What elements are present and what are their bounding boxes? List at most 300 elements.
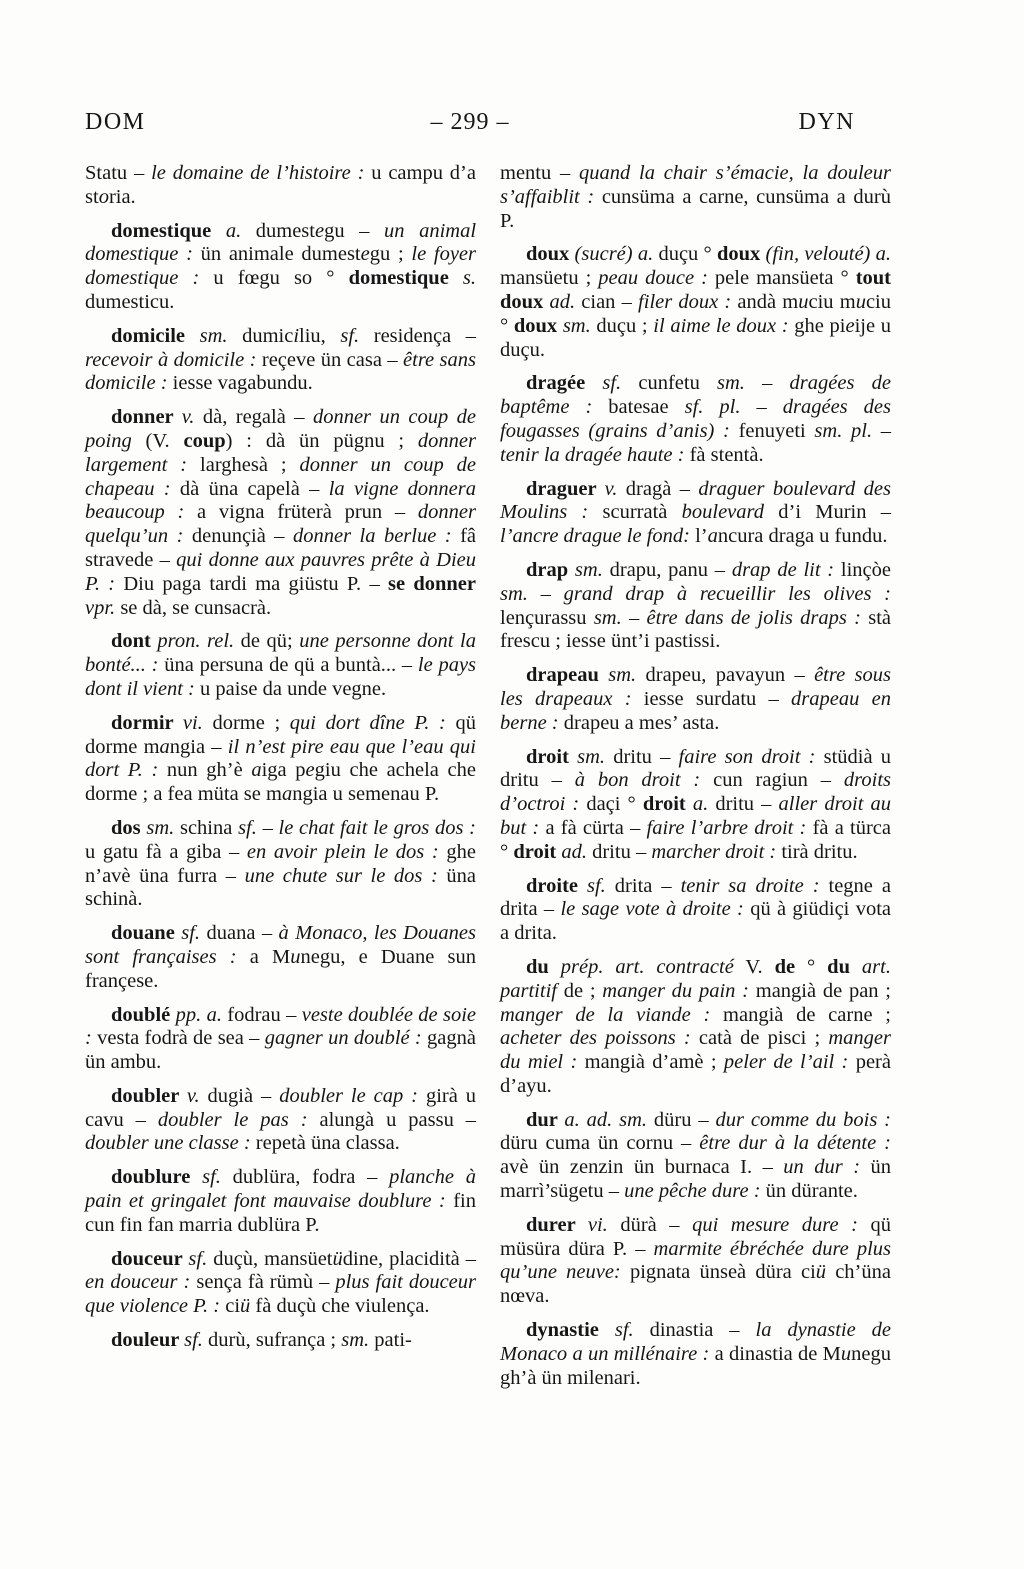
text-run: donner xyxy=(111,406,182,429)
text-run: iesse surdatu – xyxy=(631,687,792,710)
text-run: ije u duçu. xyxy=(500,314,892,361)
text-run: peau douce : xyxy=(598,267,708,290)
text-run: a xyxy=(159,735,170,758)
dictionary-entry xyxy=(500,746,891,865)
text-run: ghe pi xyxy=(788,314,846,337)
text-run: düru – xyxy=(647,1108,716,1131)
text-run: de xyxy=(774,955,796,978)
text-run: l’ancre drague le fond: xyxy=(500,525,690,548)
text-run: qü dorme m xyxy=(85,711,476,758)
text-run: fà a türca ° xyxy=(500,816,891,863)
text-run: u xyxy=(290,945,301,968)
text-run: dragées des fougasses (grains d’anis) : xyxy=(500,396,891,442)
dictionary-entry xyxy=(500,875,891,946)
text-run: pati- xyxy=(369,1329,412,1352)
text-run: plus fait douceur que violence P. : xyxy=(85,1271,477,1318)
text-run: o xyxy=(98,185,109,208)
text-run: drap xyxy=(526,558,575,581)
text-run: ci xyxy=(220,1295,241,1318)
text-run: pignata ünseà düra ci xyxy=(620,1261,816,1284)
dictionary-entry xyxy=(85,162,476,210)
text-run: giu che achela che dorme ; a fea müta se m xyxy=(85,759,476,806)
text-run: dumic xyxy=(227,324,294,347)
text-run: ghe n’avè üna furra – xyxy=(85,840,476,887)
text-run: u fœgu so ° xyxy=(199,267,349,290)
dictionary-entry xyxy=(85,712,476,807)
text-run: dragée xyxy=(526,372,603,395)
text-run: le pays dont il vient : xyxy=(85,654,477,700)
text-run: donner un coup de poing xyxy=(85,406,477,452)
left-column xyxy=(85,162,476,1390)
text-run: u xyxy=(840,1342,852,1365)
text-run: a xyxy=(707,525,718,548)
text-run: e xyxy=(360,243,370,266)
text-run: üna schinà. xyxy=(85,864,477,911)
text-run: ria. xyxy=(108,185,136,208)
text-run: u paise da unde vegne. xyxy=(194,677,387,700)
text-run: dritu – xyxy=(708,793,779,816)
dictionary-entry xyxy=(85,630,476,701)
text-run: negu, e Duane sun françese. xyxy=(85,945,476,992)
text-run: dürà – xyxy=(607,1213,693,1236)
text-run: la dynastie de Monaco a un millénaire : xyxy=(500,1319,891,1365)
text-run: duana – xyxy=(200,922,279,945)
text-run: en douceur : xyxy=(85,1271,191,1294)
text-run: Statu – xyxy=(85,162,152,184)
text-run: qü müsüra düra P. – xyxy=(500,1213,891,1260)
text-run: dragées de baptême : xyxy=(500,372,891,419)
text-run: s. xyxy=(462,267,476,290)
text-run: drita – xyxy=(605,874,681,897)
text-run: mangià de carne ; xyxy=(710,1003,891,1026)
text-run: a. ad. sm. xyxy=(564,1108,648,1131)
text-run: ciu ° xyxy=(500,290,891,337)
text-run: fin cun fin fan marria dublüra P. xyxy=(85,1190,476,1236)
text-run: dos xyxy=(111,816,147,839)
text-run: ü xyxy=(240,1295,251,1318)
text-run: sm. xyxy=(341,1329,370,1352)
text-run: u gatu fà a giba – xyxy=(85,840,247,863)
text-run: ü xyxy=(332,1247,343,1270)
dictionary-entry xyxy=(500,956,891,1099)
text-run: gagner un doublé : xyxy=(264,1027,422,1050)
text-run: sf. xyxy=(184,1329,203,1352)
text-run: art. partitif xyxy=(500,955,891,1002)
running-head-right: DYN xyxy=(798,109,856,135)
dictionary-entry xyxy=(85,1166,476,1237)
text-run: sm. xyxy=(199,324,228,347)
text-run: sf. xyxy=(587,874,606,897)
text-run: sm. xyxy=(577,745,606,768)
text-run: boulevard xyxy=(681,501,764,524)
page-number: – 299 – xyxy=(430,109,510,135)
text-run: le chat fait le gros dos : xyxy=(278,816,477,839)
text-run: coup xyxy=(183,429,226,452)
text-run: il n’est pire eau que l’eau qui dort P. : xyxy=(85,735,476,782)
text-run: être dans de jolis draps : xyxy=(646,606,861,629)
text-run: l’ xyxy=(689,525,708,548)
text-run: dà üna capelà – xyxy=(170,477,329,500)
text-run: doubler le cap : xyxy=(279,1084,419,1107)
text-run: dumest xyxy=(241,219,315,242)
text-run: la vigne donnera beaucoup : xyxy=(85,477,476,524)
text-run: donner un coup de chapeau : xyxy=(85,453,477,500)
text-run: le domaine de l’histoire : xyxy=(151,162,365,184)
text-run: (V. xyxy=(145,429,184,452)
text-run: être sans domicile : xyxy=(85,348,477,395)
text-run: cian – xyxy=(575,290,639,313)
text-run: dublüra, fodra – xyxy=(220,1166,390,1189)
text-run: a xyxy=(251,759,262,782)
text-run: sf. pl. xyxy=(684,396,741,419)
text-run: domestique xyxy=(111,219,226,242)
text-run: qui mesure dure : xyxy=(692,1213,858,1236)
text-run: üna persuna de qü a buntà... – xyxy=(158,654,418,677)
text-run: droit xyxy=(513,840,562,863)
text-run: sf. xyxy=(602,372,622,395)
dictionary-entry xyxy=(85,220,476,315)
text-run: qü à giüdiçi vota a drita. xyxy=(500,898,891,945)
text-run: une chute sur le dos : xyxy=(244,864,438,887)
text-run: donner quelqu’un : xyxy=(85,501,476,548)
dictionary-entry xyxy=(500,372,891,467)
text-run: a dinastia de M xyxy=(709,1342,841,1365)
text-run: scurratà xyxy=(588,501,682,524)
text-run: faire l’arbre droit : xyxy=(646,816,807,839)
text-run: – xyxy=(872,419,892,442)
text-run: sf. xyxy=(188,1247,208,1270)
text-run: batesae xyxy=(592,396,685,419)
text-run: ngia u semenau P. xyxy=(292,783,440,806)
text-run: être sous les drapeaux : xyxy=(500,664,891,710)
text-run: domestique xyxy=(348,267,463,290)
text-run: catà de pisci ; xyxy=(690,1027,829,1050)
text-run: manger du miel : xyxy=(500,1027,891,1074)
text-run: prép. art. contracté xyxy=(560,955,734,978)
text-run: nun gh’è xyxy=(158,759,252,782)
text-run: dynastie xyxy=(526,1319,615,1342)
text-run: residença – xyxy=(359,324,476,347)
text-run: manger du pain : xyxy=(602,979,749,1002)
text-run: daçi ° xyxy=(579,793,643,816)
text-run: drapeau xyxy=(526,664,609,687)
dictionary-entry xyxy=(85,817,476,912)
text-run: gagnà ün ambu. xyxy=(85,1027,476,1074)
text-run: e xyxy=(845,314,855,337)
text-run: sm. xyxy=(717,372,745,395)
text-run: sm. xyxy=(593,606,622,629)
text-run: gu ; xyxy=(369,243,412,266)
text-run: sf. xyxy=(614,1319,634,1342)
text-run: grand drap à recueillir les olives : xyxy=(563,582,891,605)
text-run: e xyxy=(305,759,315,782)
text-run: (fin, velouté) a. xyxy=(765,243,891,266)
text-run: sm. xyxy=(608,664,637,687)
dictionary-entry xyxy=(500,1319,891,1390)
text-run: iga p xyxy=(261,759,306,782)
text-run: dormir xyxy=(111,711,183,734)
text-run: pele mansüeta ° xyxy=(707,267,856,290)
text-run: douleur xyxy=(111,1329,185,1352)
text-run: manger de la viande : xyxy=(500,1003,711,1026)
text-run: le foyer domestique : xyxy=(85,243,476,290)
text-run: dinastia – xyxy=(633,1319,756,1342)
text-run: drapeu, pavayun – xyxy=(636,664,815,687)
text-run: ün marrì’sügetu – xyxy=(500,1156,892,1203)
running-head xyxy=(85,108,891,136)
text-run: sm. xyxy=(500,582,528,605)
text-run: doubler une classe : xyxy=(85,1132,251,1155)
text-run: e xyxy=(314,219,325,242)
text-run: être dur à la détente : xyxy=(699,1132,891,1155)
text-run: cunfetu xyxy=(621,372,718,395)
text-run: linçòe xyxy=(834,558,891,581)
text-run: filer doux : xyxy=(638,290,732,313)
text-run: quand la chair s’émacie, la douleur s’affaiblit : xyxy=(500,162,891,208)
text-run: dont xyxy=(111,630,158,653)
text-run: donner la berlue : xyxy=(293,525,452,548)
text-run: u campu d’a st xyxy=(85,162,476,208)
text-run: dorme ; xyxy=(202,711,290,734)
text-run: – xyxy=(527,582,564,605)
text-run: negu gh’à ün milenari. xyxy=(500,1342,891,1389)
text-run: lençurassu xyxy=(500,606,594,629)
text-run: planche à pain et gringalet font mauvaise doublure : xyxy=(85,1166,476,1213)
text-run: pron. rel. xyxy=(157,630,235,653)
running-head-left: DOM xyxy=(85,109,146,135)
text-run: droits d’octroi : xyxy=(500,769,891,816)
text-run: ü xyxy=(815,1261,827,1284)
text-run: draguer xyxy=(526,477,605,500)
text-run: reçeve ün casa – xyxy=(256,348,404,371)
text-run: ad. xyxy=(549,290,576,313)
text-run: vesta fodrà de sea – xyxy=(91,1027,265,1050)
text-run: a xyxy=(281,783,293,806)
text-run: tout doux xyxy=(500,267,892,313)
dictionary-entry xyxy=(85,1085,476,1156)
text-run: ngia – xyxy=(169,735,228,758)
text-run: à Monaco, les Douanes sont françaises : xyxy=(85,922,476,968)
text-run: douceur xyxy=(111,1247,189,1270)
text-run: – xyxy=(740,396,783,419)
text-run: liu, xyxy=(299,324,341,347)
text-run: doubler xyxy=(111,1084,187,1107)
text-run: stà frescu ; iesse ünt’i pastissi. xyxy=(500,606,891,653)
text-run: ncura draga u fundu. xyxy=(717,525,888,548)
text-run: a vigna früterà prun – xyxy=(184,501,418,524)
text-run: v. xyxy=(181,406,195,429)
text-run: pp. a. xyxy=(175,1003,222,1026)
text-run: cunsüma a carne, cunsüma a durù P. xyxy=(500,185,891,232)
text-run: tenir sa droite : xyxy=(680,874,820,897)
text-run: vi. xyxy=(182,711,203,734)
text-run: doux xyxy=(513,314,563,337)
text-run: peler de l’ail : xyxy=(723,1051,849,1074)
text-run: donner largement : xyxy=(85,429,476,476)
text-run: dritu – xyxy=(586,840,652,863)
text-run: mangià de pan ; xyxy=(748,979,892,1002)
text-run: tirà dritu. xyxy=(776,840,858,863)
text-run: recevoir à domicile : xyxy=(85,348,257,371)
dictionary-entry xyxy=(500,243,891,362)
dictionary-entry xyxy=(85,325,476,396)
dictionary-entry xyxy=(500,478,891,549)
text-run: a. xyxy=(225,219,242,242)
text-run: tenir la dragée haute : xyxy=(500,443,685,466)
text-run: droite xyxy=(526,874,587,897)
dictionary-entry xyxy=(85,1004,476,1075)
text-run: doux xyxy=(526,243,575,266)
text-run: fâ stravede – xyxy=(85,525,476,571)
text-run: mansüetu ; xyxy=(500,267,599,290)
text-run: dragà – xyxy=(617,477,699,500)
dictionary-entry xyxy=(85,922,476,993)
right-column xyxy=(500,162,891,1390)
text-run: une pêche dure : xyxy=(624,1180,761,1203)
text-run: il aime le doux : xyxy=(653,314,789,337)
text-run: alungà u passu – xyxy=(307,1108,477,1131)
text-run: fenuyeti xyxy=(729,419,815,442)
text-run: i xyxy=(293,324,300,347)
text-run: acheter des poissons : xyxy=(500,1027,691,1050)
text-run: drapeau en berne : xyxy=(500,687,891,734)
text-run: dritu – xyxy=(605,745,679,768)
text-run: v. xyxy=(604,477,618,500)
text-run: du xyxy=(827,955,862,978)
text-run: fodrau – xyxy=(221,1003,302,1026)
text-run: duçù, mansüet xyxy=(207,1247,333,1270)
text-run: drap de lit : xyxy=(731,558,835,581)
text-run: doublé xyxy=(111,1003,176,1026)
text-run: qui dort dîne P. : xyxy=(289,711,446,734)
text-run: avè ün zenzin ün burnaca I. – xyxy=(500,1156,784,1179)
text-run: un animal domestique : xyxy=(85,219,477,266)
dictionary-entry xyxy=(500,1109,891,1204)
text-run: ad. xyxy=(561,840,587,863)
text-run: – xyxy=(256,816,279,839)
text-run: marcher droit : xyxy=(651,840,777,863)
text-run: cun ragiun – xyxy=(700,769,844,792)
text-run: un dur : xyxy=(783,1156,861,1179)
text-run: qui donne aux pauvres prête à Dieu P. : xyxy=(85,548,476,595)
text-run: à bon droit : xyxy=(574,769,701,792)
text-run: tegne a drita – xyxy=(500,874,891,921)
dictionary-entry xyxy=(500,559,891,654)
text-run: ün dürante. xyxy=(760,1180,858,1203)
text-run: dine, placidità – xyxy=(342,1247,476,1270)
text-run: sm. xyxy=(562,314,591,337)
text-run: mentu – xyxy=(500,162,580,184)
dictionary-entry xyxy=(85,406,476,620)
text-run: doublure xyxy=(111,1166,203,1189)
text-run: a. xyxy=(692,793,709,816)
text-run: drapu, panu – xyxy=(602,558,732,581)
text-run: ciu m xyxy=(808,290,856,313)
text-run: en avoir plein le dos : xyxy=(246,840,439,863)
text-run: d’i Murin – xyxy=(764,501,891,524)
text-run: douane xyxy=(111,922,182,945)
text-run: du xyxy=(526,955,561,978)
text-run: u xyxy=(798,290,809,313)
dictionary-entry xyxy=(85,1329,476,1353)
text-run: draguer boulevard des Moulins : xyxy=(500,477,891,524)
text-run: le sage vote à droite : xyxy=(560,898,744,921)
dictionary-entry xyxy=(500,664,891,735)
text-run: (sucré) a. xyxy=(574,243,654,266)
text-run: sf. xyxy=(238,816,257,839)
text-run: doux xyxy=(716,243,766,266)
text-run: ch’üna nœva. xyxy=(500,1261,891,1308)
text-run: drapeu a mes’ asta. xyxy=(558,711,720,734)
text-run: aller droit au but : xyxy=(500,793,892,839)
text-run: denunçià – xyxy=(183,525,294,548)
text-run: sf. xyxy=(181,922,201,945)
text-run: ° xyxy=(795,955,828,978)
text-run: sf. xyxy=(202,1166,221,1189)
text-run: durù, sufrança ; xyxy=(202,1329,342,1352)
text-run: – xyxy=(744,372,790,395)
text-run: girà u cavu – xyxy=(85,1084,477,1131)
text-run: perà d’ayu. xyxy=(500,1051,891,1097)
text-run: schina xyxy=(174,816,239,839)
text-run: a M xyxy=(236,945,291,968)
text-run: duçu ° xyxy=(653,243,717,266)
text-run: iesse vagabundu. xyxy=(167,372,313,395)
dictionary-entry xyxy=(500,1214,891,1309)
text-run: marmite ébréchée dure plus qu’une neuve: xyxy=(500,1237,892,1284)
text-run: V. xyxy=(733,955,775,978)
text-columns xyxy=(85,162,891,1390)
text-run: une personne dont la bonté... : xyxy=(85,630,476,677)
text-run: durer xyxy=(526,1213,588,1236)
text-run: doubler le pas : xyxy=(157,1108,308,1131)
text-run: repetà üna classa. xyxy=(250,1132,400,1155)
text-run: fà stentà. xyxy=(684,443,764,466)
text-run: de qü; xyxy=(234,630,300,653)
text-run: andà m xyxy=(731,290,799,313)
text-run: dugià – xyxy=(199,1084,280,1107)
text-run: droit xyxy=(526,745,578,768)
text-run: v. xyxy=(186,1084,200,1107)
text-run: domicile xyxy=(111,324,200,347)
text-run: stüdià u dritu – xyxy=(500,745,892,792)
text-run: duçu ; xyxy=(590,314,654,337)
text-run: sm. xyxy=(146,816,175,839)
text-run: vi. xyxy=(587,1213,608,1236)
text-run: dur comme du bois : xyxy=(715,1108,892,1131)
text-run: de ; xyxy=(556,979,603,1002)
text-run: droit xyxy=(642,793,693,816)
text-run: se dà, se cunsacrà. xyxy=(115,596,272,619)
text-run: se donner xyxy=(387,572,476,595)
text-run: faire son droit : xyxy=(678,745,816,768)
text-run: ) : dà ün pügnu ; xyxy=(225,429,418,452)
text-run: Diu paga tardi ma giüstu P. – xyxy=(115,572,388,595)
text-run: fà duçù che viulença. xyxy=(250,1295,430,1318)
text-run: dumesticu. xyxy=(85,290,175,313)
text-run: sm. pl. xyxy=(814,419,873,442)
text-run: dur xyxy=(526,1108,565,1131)
text-run: sença fà rümù – xyxy=(190,1271,336,1294)
text-run: larghesà ; xyxy=(187,453,300,476)
text-run: dà, regalà – xyxy=(194,406,313,429)
text-run: sf. xyxy=(340,324,360,347)
text-run: vpr. xyxy=(85,596,116,619)
dictionary-entry xyxy=(500,162,891,233)
text-run: gu – xyxy=(324,219,384,242)
dictionary-entry xyxy=(85,1248,476,1319)
text-run: mangià d’amè ; xyxy=(577,1051,724,1074)
